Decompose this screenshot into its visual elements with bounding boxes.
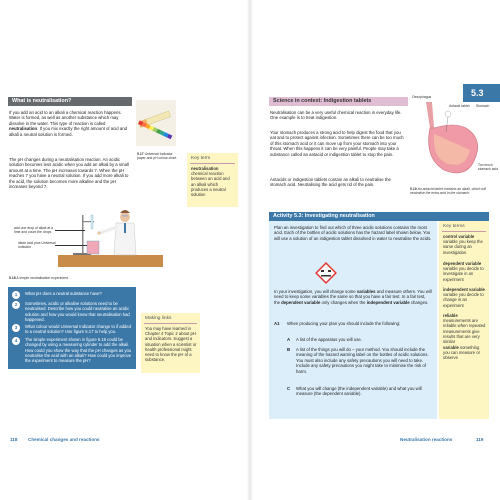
right-page-number: 119 — [476, 437, 484, 442]
key-term-control: control variable variable you keep the same during an investigation — [443, 234, 483, 255]
context-para2: Your stomach produces a strong acid to help digest the food that you eat and to protect against infection. Sometimes there can be too much of this stomach acid or it can move up from your stomach into your throat. When this happens it can be very painful. People may take a substance called an antacid or indigestion tablet to stop the pain. — [270, 130, 404, 157]
neutralisation-para2: The pH changes during a neutralisation reaction. An acidic solution becomes less acidic when you add an alkali by a small amount at a time. The pH increases towards 7. When the pH reaches 7 you have a neutral solution. If you add more alkali to the acid, the solution becomes more alkaline and the pH increases beyond 7. — [9, 157, 129, 190]
left-page-title: Chemical changes and reactions — [28, 437, 100, 442]
key-term-variable: variable something you can measure or observe — [443, 345, 481, 361]
fig-5-19-caption: 5.19 An antacid tablet contains an alkali, which will neutralise the extra acid in the stomach. — [410, 187, 486, 196]
neutralisation-header: What is neutralisation? — [8, 97, 132, 106]
key-term-box — [187, 153, 238, 207]
question-number: 2 — [12, 301, 20, 309]
key-terms-box — [439, 221, 489, 419]
question-number: 4 — [12, 337, 20, 345]
activity-para2: In your investigation, you will change some variables and measure others. You will need to keep some variables the same so that you have a fair test. In a fair test, the dependent variable only changes when the independent variable changes. — [274, 289, 432, 305]
making-links-box — [141, 313, 200, 373]
key-terms-title: Key terms — [443, 224, 465, 229]
label-stomach: Stomach — [476, 104, 490, 108]
making-links-text: You may have learned in Chapter 4 Topic 2 about pH and indicators. Suggest a situation when a scientist or health professional might need to know the pH of a substance. — [145, 326, 197, 363]
key-term-reliable: reliable measurements are reliable when repeated measurements give results that are very similar — [443, 313, 486, 345]
key-term-title: Key term — [191, 156, 211, 161]
question-text: What pH does a neutral substance have? — [25, 291, 102, 296]
key-term-dependent: dependent variable variable you decide to investigate in an experiment — [443, 261, 484, 282]
question-number: 1 — [12, 291, 20, 299]
right-page — [250, 0, 500, 500]
fig-5-17-caption: 5.17 Universal Indicator paper and pH colour chart. — [137, 152, 178, 161]
item-letter: C — [287, 386, 291, 391]
left-page-number: 118 — [10, 437, 18, 442]
neutralisation-para1: If you add an acid to an alkali a chemical reaction happens. Water is formed, as well as another substance which may dissolve in the water. This type of reaction is called neutralisation. If you mix exactly the right amount of acid and alkali a neutral solution is formed. — [9, 110, 127, 137]
context-para3: Antacids or indigestion tablets contain an alkali to neutralise the stomach acid. Neutralising the acid gets rid of the pain. — [270, 177, 391, 188]
item-letter: A — [287, 337, 291, 342]
section-badge: 5.3 — [463, 84, 500, 102]
question-text: Sometimes, acidic or alkaline solutions need to be neutralised. Describe how you could neutralise an acidic solution and how you would know that neutralisation had happened. — [25, 301, 130, 322]
question-text: What colour would Universal Indicator change to if added to a neutral solution? Use figure 5.17 to help you. — [25, 324, 131, 335]
question-text: The simple experiment shown in figure 5.18 could be changed by using a measuring cylinder to add the alkali. How could you show the way that the pH changes as you neutralise the acid with an alkali? How could you improve the experiment to measure the pH? — [25, 337, 132, 364]
context-para1: Neutralisation can be a very useful chemical reaction in everyday life. One example is to treat indigestion. — [270, 110, 402, 121]
label-oesophagus: Oesophagus — [412, 95, 432, 99]
item-text: A list of the things you will do – your method. You should include the meaning of the hazard warning label on the bottles of acidic solutions. You must also include any safety precautions you will need to take. Include any safety precautions you might take to minimise the risk of harm. — [296, 347, 429, 374]
indicator-paper-figure — [136, 98, 176, 148]
label-antacid: Antacid tablet — [449, 104, 470, 108]
item-letter: B — [287, 347, 291, 352]
activity-a1-text: When producing your plan you should include the following: — [287, 321, 401, 326]
stomach-figure — [410, 98, 494, 186]
experiment-figure — [58, 205, 163, 267]
item-text: What you will change (the independent variable) and what you will measure (the dependent variable). — [296, 386, 422, 397]
context-header: Science in context: Indigestion tablets — [269, 97, 408, 106]
item-text: A list of the apparatus you will use. — [296, 337, 362, 342]
fig-5-18-caption: 5.18 A simple neutralisation experiment. — [9, 276, 69, 280]
right-page-title: Neutralisation reactions — [400, 437, 453, 442]
activity-box — [269, 221, 437, 419]
key-term-def: neutralisation chemical reaction between an acid and an alkali which produces a neutral solution — [191, 166, 230, 198]
activity-para1: Plan an investigation to find out which of three acidic solutions contains the most acid. Each of the bottles of acidic solutions has the hazard label shown below. You will use a solution of an indigestion tablet dissolved in water to neutralise the acids. — [274, 225, 432, 241]
label-dilute-acid: dilute acid plus Universal Indicator — [18, 241, 56, 250]
corrosive-hazard-icon — [315, 262, 337, 284]
key-term-independent: independent variable variable you decide to change in an experiment — [443, 287, 485, 308]
question-number: 3 — [12, 324, 20, 332]
label-alkali-drops: add one drop of alkali at a time and count the drops — [14, 226, 54, 235]
making-links-title: Making links — [145, 316, 172, 321]
activity-header: Activity 5.3: Investigating neutralisation — [269, 212, 489, 221]
activity-a1: A1 — [274, 321, 280, 326]
questions-box — [8, 287, 136, 369]
label-too-much-acid: Too much stomach acid — [478, 163, 498, 172]
